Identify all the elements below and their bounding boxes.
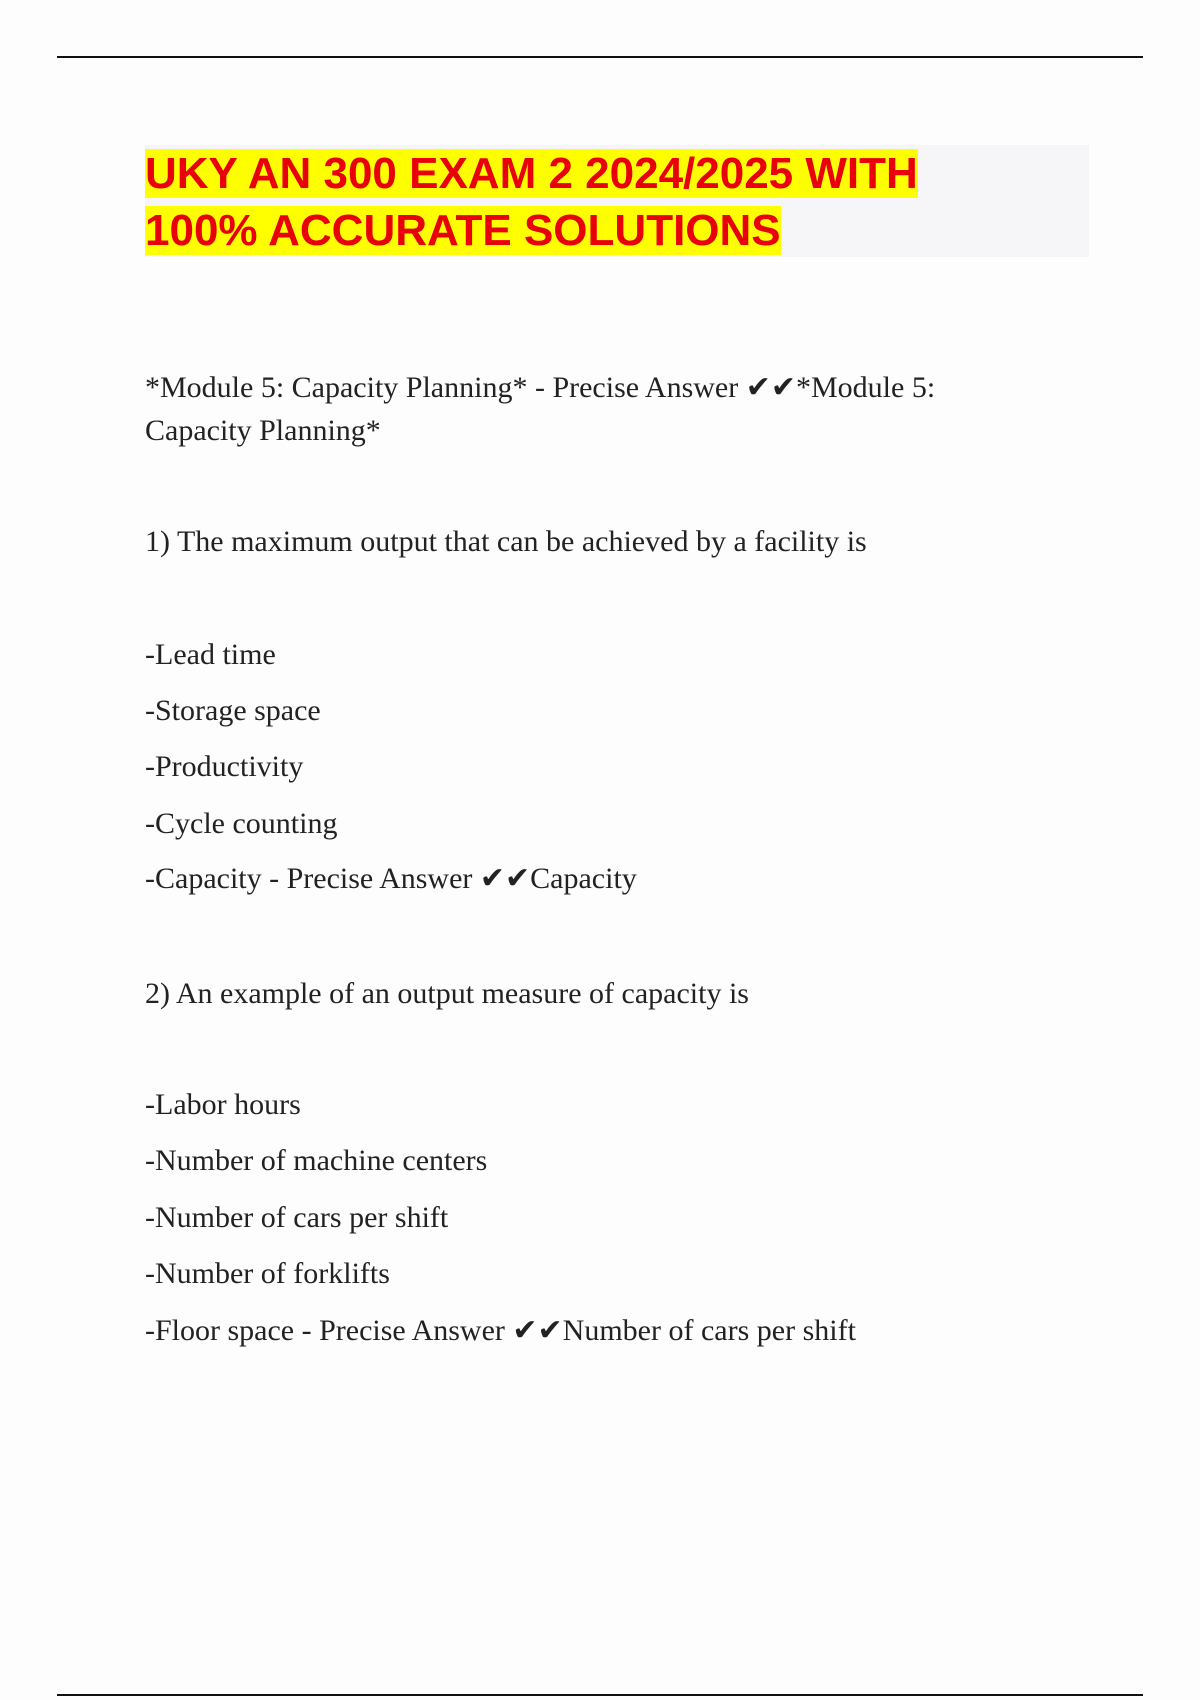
q2-option-2: -Number of machine centers: [145, 1144, 488, 1177]
module-heading-line-2: Capacity Planning*: [145, 414, 381, 447]
header-rule: [57, 56, 1143, 58]
q1-option-2: -Storage space: [145, 694, 321, 727]
question-1: 1) The maximum output that can be achieved by a facility is: [145, 525, 867, 558]
q1-option-4: -Cycle counting: [145, 807, 338, 840]
q1-option-5-answer: -Capacity - Precise Answer ✔✔Capacity: [145, 862, 637, 895]
q2-option-5-answer: -Floor space - Precise Answer ✔✔Number of cars per shift: [145, 1314, 856, 1347]
document-title: [145, 145, 1089, 259]
question-2: 2) An example of an output measure of capacity is: [145, 977, 749, 1010]
q1-option-3: -Productivity: [145, 750, 304, 783]
footer-rule: [57, 1694, 1143, 1696]
title-line-1: UKY AN 300 EXAM 2 2024/2025 WITH: [145, 149, 918, 198]
q2-option-3: -Number of cars per shift: [145, 1201, 449, 1234]
title-block: [145, 145, 1089, 257]
q1-option-1: -Lead time: [145, 638, 276, 671]
q2-option-4: -Number of forklifts: [145, 1257, 390, 1290]
q2-option-1: -Labor hours: [145, 1088, 301, 1121]
module-heading-line-1: *Module 5: Capacity Planning* - Precise Answer ✔✔*Module 5:: [145, 371, 936, 404]
title-line-2: 100% ACCURATE SOLUTIONS: [145, 206, 781, 255]
